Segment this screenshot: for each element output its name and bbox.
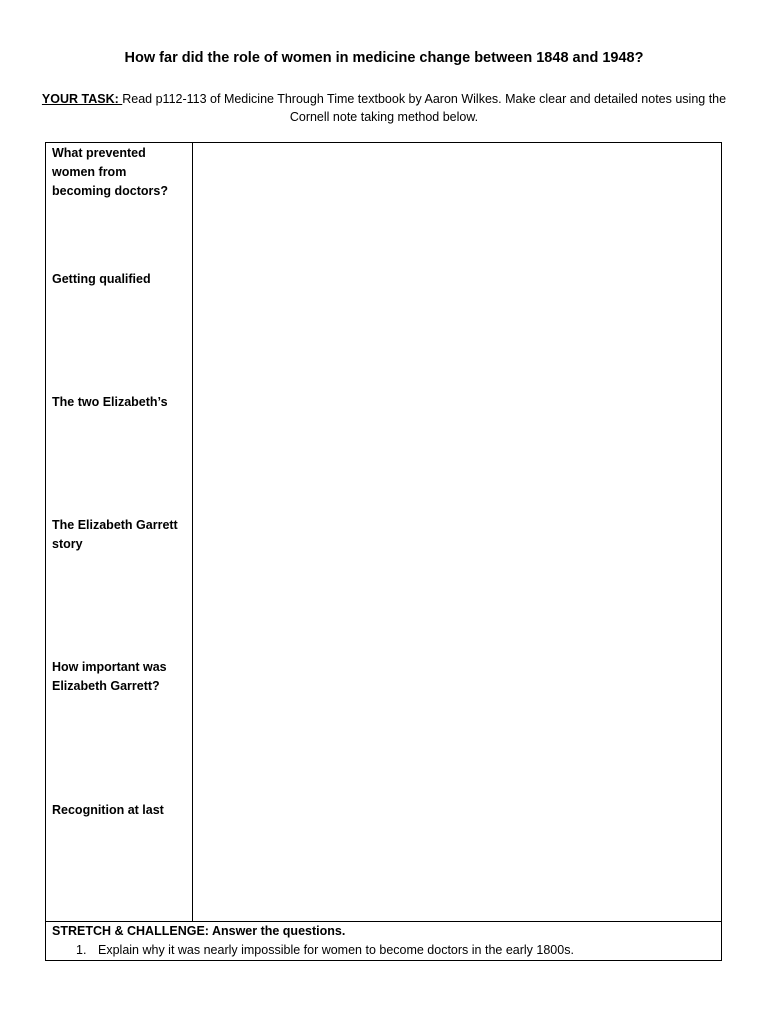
cue-importance-garrett: How important was Elizabeth Garrett? [52, 660, 167, 693]
cue-getting-qualified: Getting qualified [52, 272, 151, 286]
notes-area[interactable] [193, 143, 721, 921]
cue-elizabeth-garrett-story: The Elizabeth Garrett story [52, 518, 178, 551]
cue-what-prevented: What prevented women from becoming doctors? [52, 146, 168, 198]
task-text: Read p112-113 of Medicine Through Time textbook by Aaron Wilkes. Make clear and detailed notes using the Cornell note taking method below. [122, 92, 727, 124]
task-label: YOUR TASK: [41, 92, 123, 106]
question-text: Explain why it was nearly impossible for women to become doctors in the early 1800s. [98, 943, 574, 957]
challenge-heading: STRETCH & CHALLENGE: Answer the questions. [52, 924, 346, 938]
worksheet-title: How far did the role of women in medicine change between 1848 and 1948? [124, 50, 644, 66]
cue-column [46, 143, 193, 921]
question-number: 1. [76, 943, 87, 957]
task-instructions [40, 90, 728, 126]
cue-two-elizabeths: The two Elizabeth’s [52, 395, 168, 409]
cornell-notes-table [45, 142, 722, 922]
cue-recognition: Recognition at last [52, 803, 164, 817]
challenge-question [76, 943, 574, 957]
stretch-challenge-box [45, 921, 722, 961]
